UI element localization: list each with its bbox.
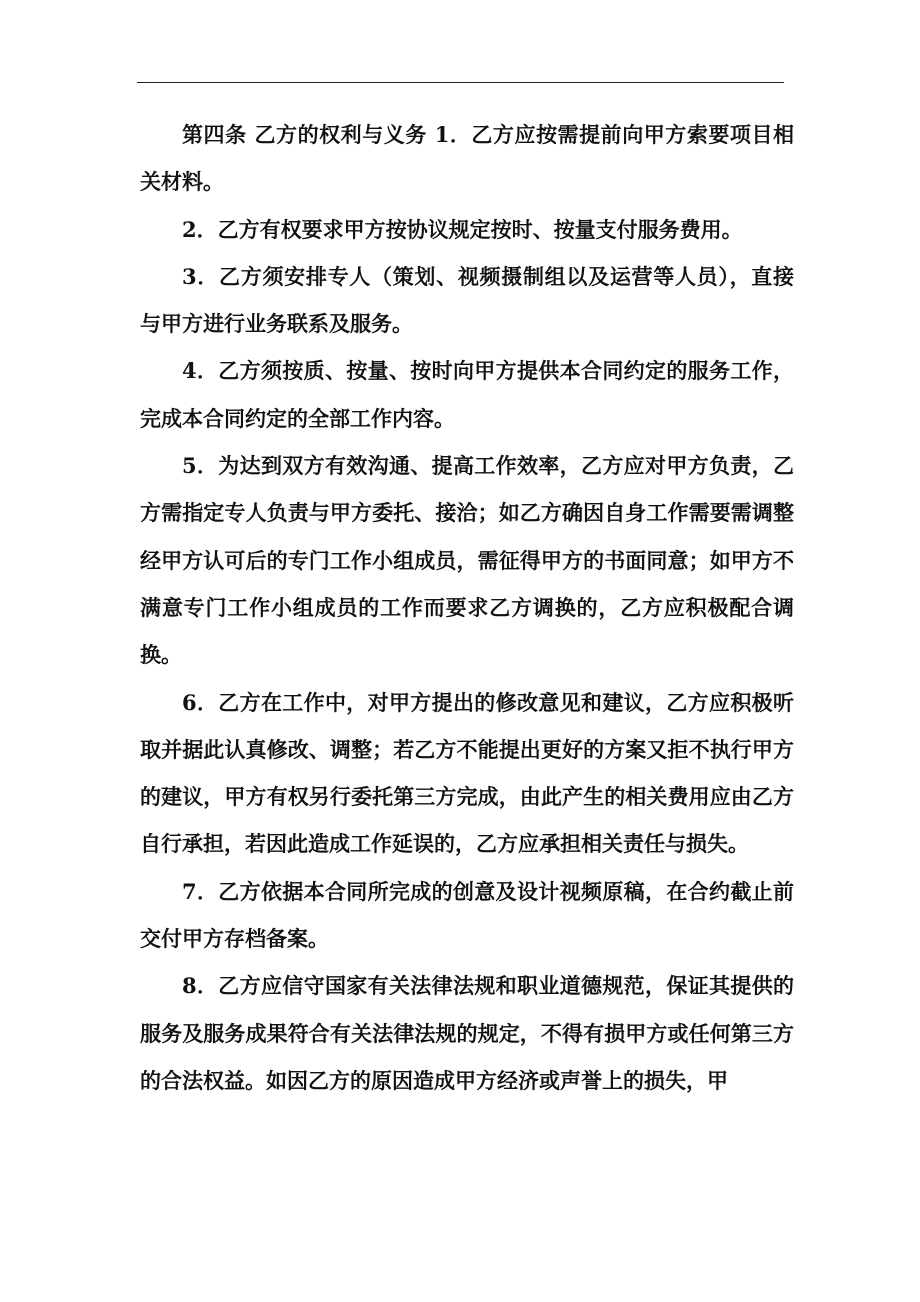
paragraph-clause-8: 8．乙方应信守国家有关法律法规和职业道德规范，保证其提供的服务及服务成果符合有关法律法规的规定，不得有损甲方或任何第三方的合法权益。如因乙方的原因造成甲方经济或声誉上的损失，甲: [140, 973, 794, 1093]
contract-body: [140, 111, 794, 1104]
paragraph-article-4: 第四条 乙方的权利与义务 1．乙方应按需提前向甲方索要项目相关材料。: [140, 122, 794, 195]
header-rule: [137, 82, 784, 83]
paragraph-clause-4: 4．乙方须按质、按量、按时向甲方提供本合同约定的服务工作，完成本合同约定的全部工作内容。: [140, 358, 794, 431]
paragraph-clause-5: 5．为达到双方有效沟通、提高工作效率，乙方应对甲方负责，乙方需指定专人负责与甲方委托、接洽；如乙方确因自身工作需要需调整经甲方认可后的专门工作小组成员，需征得甲方的书面同意；如甲方不满意专门工作小组成员的工作而要求乙方调换的，乙方应积极配合调换。: [140, 453, 794, 668]
paragraph-clause-3: 3．乙方须安排专人（策划、视频摄制组以及运营等人员），直接与甲方进行业务联系及服务。: [140, 263, 794, 337]
paragraph-clause-6: 6．乙方在工作中，对甲方提出的修改意见和建议，乙方应积极听取并据此认真修改、调整；若乙方不能提出更好的方案又拒不执行甲方的建议，甲方有权另行委托第三方完成，由此产生的相关费用应由乙方自行承担，若因此造成工作延误的，乙方应承担相关责任与损失。: [140, 689, 794, 857]
paragraph-clause-7: 7．乙方依据本合同所完成的创意及设计视频原稿，在合约截止前交付甲方存档备案。: [140, 878, 794, 952]
paragraph-clause-2: 2．乙方有权要求甲方按协议规定按时、按量支付服务费用。: [182, 216, 743, 242]
